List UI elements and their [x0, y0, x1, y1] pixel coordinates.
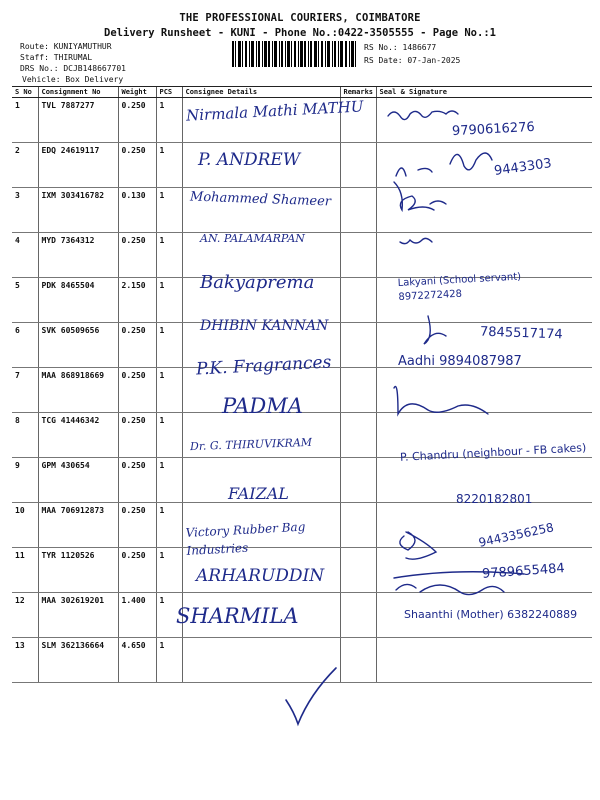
cell-pcs: 1	[156, 323, 182, 368]
cell-sno: 6	[12, 323, 38, 368]
cell-consignment: EDQ 24619117	[38, 143, 118, 188]
cell-pcs: 1	[156, 593, 182, 638]
cell-weight: 1.400	[118, 593, 156, 638]
signature-note: 9443303	[493, 156, 553, 179]
cell-sno: 8	[12, 413, 38, 458]
cell-consignment: TCG 41446342	[38, 413, 118, 458]
cell-sno: 5	[12, 278, 38, 323]
cell-sno: 12	[12, 593, 38, 638]
cell-sno: 10	[12, 503, 38, 548]
cell-weight: 0.250	[118, 233, 156, 278]
cell-pcs: 1	[156, 458, 182, 503]
col-consignment: Consignment No	[38, 87, 118, 98]
cell-weight: 0.250	[118, 323, 156, 368]
cell-consignment: SLM 362136664	[38, 638, 118, 683]
cell-weight: 0.250	[118, 98, 156, 143]
cell-consignment: GPM 430654	[38, 458, 118, 503]
handwritten-consignee: Dr. G. THIRUVIKRAM	[189, 435, 313, 454]
handwritten-consignee: AN. PALAMARPAN	[200, 232, 305, 245]
signature-scribble	[396, 153, 492, 176]
handwritten-consignee: Bakyaprema	[200, 272, 315, 293]
cell-sno: 2	[12, 143, 38, 188]
cell-weight: 0.250	[118, 548, 156, 593]
cell-sno: 7	[12, 368, 38, 413]
cell-consignment: IXM 303416782	[38, 188, 118, 233]
signature-scribble	[394, 182, 446, 210]
cell-consignment: MAA 302619201	[38, 593, 118, 638]
signature-note: Shaanthi (Mother) 6382240889	[404, 608, 578, 621]
signature-note: 8220182801	[456, 492, 533, 506]
col-consignee: Consignee Details	[182, 87, 340, 98]
vehicle-text: Vehicle: Box Delivery	[22, 75, 124, 84]
cell-sno: 4	[12, 233, 38, 278]
col-pcs: PCS	[156, 87, 182, 98]
handwritten-consignee: FAIZAL	[228, 484, 289, 503]
cell-consignment: PDK 8465504	[38, 278, 118, 323]
signature-note: 9789655484	[481, 561, 566, 582]
cell-weight: 0.250	[118, 368, 156, 413]
cell-consignment: MYD 7364312	[38, 233, 118, 278]
cell-consignment: MAA 706912873	[38, 503, 118, 548]
cell-weight: 2.150	[118, 278, 156, 323]
cell-pcs: 1	[156, 143, 182, 188]
cell-consignment: TVL 7887277	[38, 98, 118, 143]
signature-scribble	[394, 572, 524, 578]
cell-pcs: 1	[156, 368, 182, 413]
rs-date: RS Date: 07-Jan-2025	[364, 56, 461, 65]
drs-number: DRS No.: DCJB148667701	[20, 64, 126, 73]
signature-note: Lakyani (School servant) 8972272428	[397, 271, 522, 303]
cell-weight: 0.250	[118, 503, 156, 548]
signature-scribble	[424, 316, 446, 344]
signature-note: P. Chandru (neighbour - FB cakes)	[399, 441, 587, 464]
cell-weight: 4.650	[118, 638, 156, 683]
cell-weight: 0.250	[118, 458, 156, 503]
cell-sno: 1	[12, 98, 38, 143]
handwritten-consignee: SHARMILA	[176, 604, 299, 628]
handwritten-consignee: P.K. Fragrances	[195, 352, 332, 380]
signature-scribble	[400, 238, 432, 243]
route-text: Route: KUNIYAMUTHUR	[20, 42, 112, 51]
handwritten-consignee: ARHARUDDIN	[196, 566, 325, 586]
signature-scribble	[394, 386, 488, 414]
cell-pcs: 1	[156, 233, 182, 278]
rs-number: RS No.: 1486677	[364, 43, 437, 52]
signature-note: Aadhi 9894087987	[398, 354, 522, 369]
cell-pcs: 1	[156, 548, 182, 593]
cell-pcs: 1	[156, 413, 182, 458]
cell-pcs: 1	[156, 638, 182, 683]
cell-consignment: SVK 60509656	[38, 323, 118, 368]
handwritten-consignee: Nirmala Mathi MATHU	[185, 97, 364, 125]
cell-consignment: TYR 1120526	[38, 548, 118, 593]
handwritten-consignee: Mohammed Shameer	[189, 189, 332, 210]
cell-sno: 9	[12, 458, 38, 503]
signature-scribble	[396, 584, 504, 594]
signature-note: 9443356258	[477, 520, 555, 550]
signature-scribble	[400, 532, 436, 559]
col-sno: S No	[12, 87, 38, 98]
signature-note: 7845517174	[479, 324, 563, 343]
col-remarks: Remarks	[340, 87, 376, 98]
handwritten-consignee: Victory Rubber Bag Industries	[185, 519, 306, 558]
cell-weight: 0.250	[118, 413, 156, 458]
cell-weight: 0.250	[118, 143, 156, 188]
cell-sno: 3	[12, 188, 38, 233]
handwritten-consignee: DHIBIN KANNAN	[200, 318, 329, 334]
staff-text: Staff: THIRUMAL	[20, 53, 93, 62]
col-weight: Weight	[118, 87, 156, 98]
runsheet-subtitle: Delivery Runsheet - KUNI - Phone No.:0422-3505555 - Page No.:1	[104, 27, 496, 39]
col-signature: Seal & Signature	[376, 87, 592, 98]
company-title: THE PROFESSIONAL COURIERS, COIMBATORE	[179, 12, 421, 24]
cell-pcs: 1	[156, 278, 182, 323]
handwritten-consignee: P. ANDREW	[198, 150, 301, 170]
cell-pcs: 1	[156, 188, 182, 233]
cell-pcs: 1	[156, 503, 182, 548]
signature-note: 9790616276	[451, 119, 536, 140]
signature-scribble	[388, 111, 458, 120]
cell-sno: 11	[12, 548, 38, 593]
cell-pcs: 1	[156, 98, 182, 143]
cell-consignment: MAA 868918669	[38, 368, 118, 413]
cell-sno: 13	[12, 638, 38, 683]
handwritten-consignee: PADMA	[222, 394, 303, 418]
checkmark-icon	[280, 660, 340, 730]
cell-weight: 0.130	[118, 188, 156, 233]
